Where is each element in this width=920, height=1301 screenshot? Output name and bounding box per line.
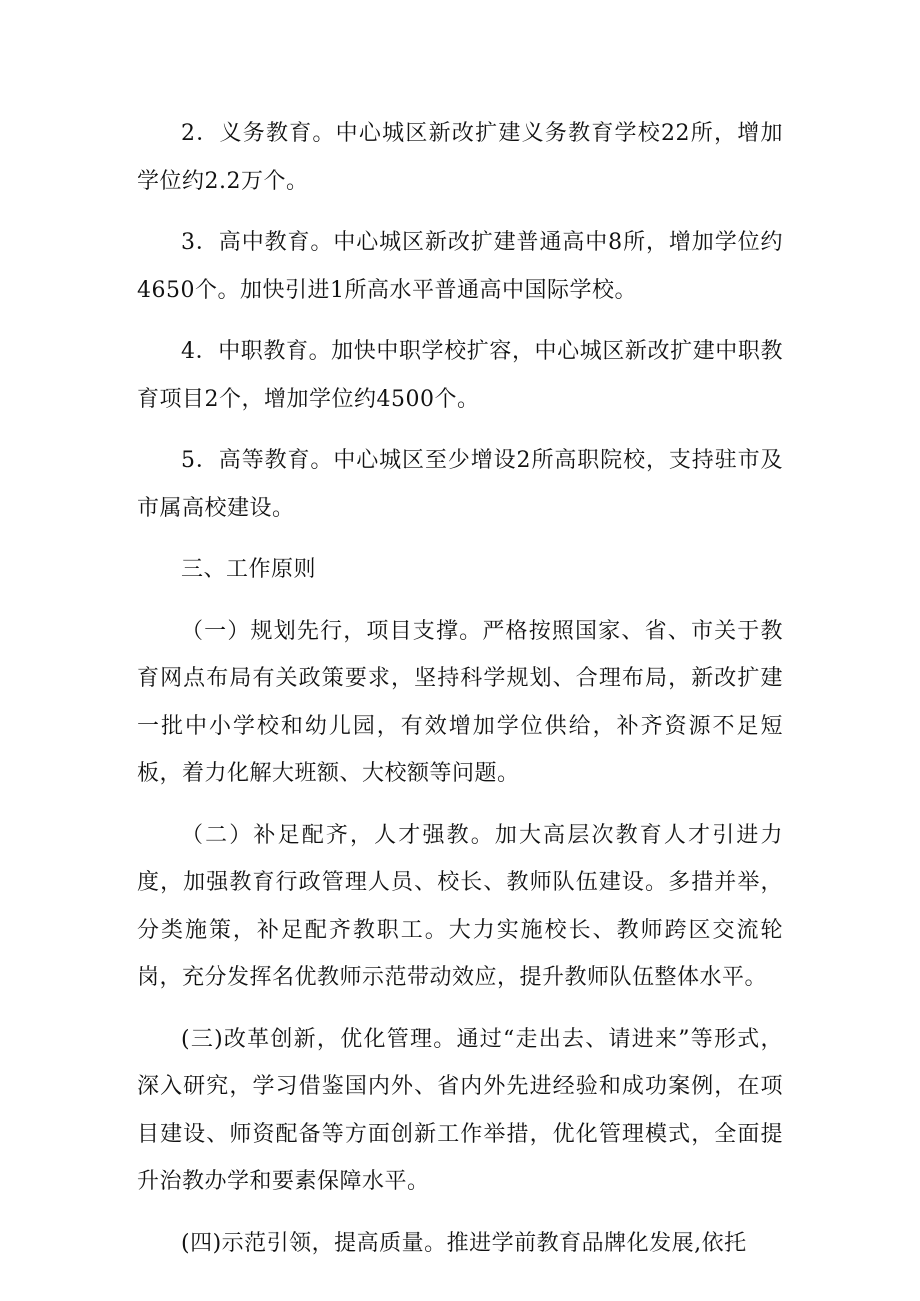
- paragraph-principle-two: （二）补足配齐，人才强教。加大高层次教育人才引进力度，加强教育行政管理人员、校长、教师队伍建设。多措并举，分类施策，补足配齐教职工。大力实施校长、教师跨区交流轮岗，充分发挥名优教师示范带动效应，提升教师队伍整体水平。: [137, 822, 783, 990]
- paragraph-higher-education: 5．高等教育。中心城区至少增设2所高职院校，支持驻市及市属高校建设。: [137, 448, 783, 521]
- section-heading-work-principles: 三、工作原则: [181, 557, 317, 582]
- paragraph-compulsory-education: 2．义务教育。中心城区新改扩建义务教育学校22所，增加学位约2.2万个。: [137, 121, 783, 194]
- paragraph-vocational-education: 4．中职教育。加快中职学校扩容，中心城区新改扩建中职教育项目2个，增加学位约4500个。: [137, 339, 783, 412]
- paragraph-high-school-education: 3．高中教育。中心城区新改扩建普通高中8所，增加学位约4650个。加快引进1所高水平普通高中国际学校。: [137, 230, 783, 303]
- paragraph-principle-one: （一）规划先行，项目支撑。严格按照国家、省、市关于教育网点布局有关政策要求，坚持科学规划、合理布局，新改扩建一批中小学校和幼儿园，有效增加学位供给，补齐资源不足短板，着力化解大班额、大校额等问题。: [137, 618, 783, 786]
- paragraph-principle-three: (三)改革创新，优化管理。通过“走出去、请进来”等形式，深入研究，学习借鉴国内外、省内外先进经验和成功案例，在项目建设、师资配备等方面创新工作举措，优化管理模式，全面提升治教办学和要素保障水平。: [137, 1026, 783, 1194]
- paragraph-principle-four: (四)示范引领，提高质量。推进学前教育品牌化发展,依托: [181, 1230, 747, 1256]
- document-body: [137, 110, 783, 1281]
